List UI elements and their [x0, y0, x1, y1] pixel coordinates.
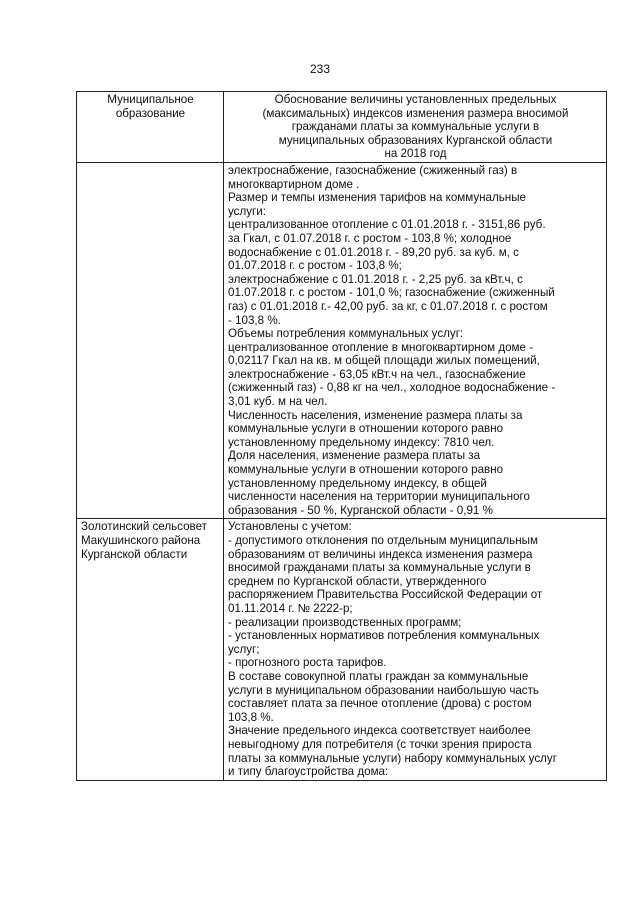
- header-justification-text: Обоснование величины установленных предельных (максимальных) индексов изменения размера вносимой гражданами платы за коммунальные услуги в муниципальных образованиях Курганской области на 2018 год: [262, 93, 569, 161]
- row2-paragraph: Значение предельного индекса соответствует наиболее невыгодному для потребителя (с точки зрения прироста платы за коммунальные услуги) набору коммунальных услуг и типу благоустройства дома:: [228, 724, 557, 779]
- table-row: [77, 519, 607, 780]
- header-municipality: [77, 92, 224, 163]
- row1-justification-cell: [224, 162, 607, 518]
- row1-paragraph: Объемы потребления коммунальных услуг: централизованное отопление в многоквартирном доме - 0,02117 Гкал на кв. м общей площади жилых помещений, электроснабжение - 63,05 кВт.ч на чел., газоснабжение (сжиженный газ) - 0,88 кг на чел., холодное водоснабжение - 3,01 куб. м на чел.: [228, 327, 556, 409]
- row2-municipality-cell: [77, 519, 224, 780]
- row2-paragraph: Установлены с учетом:: [228, 520, 352, 534]
- row1-municipality-cell: [77, 162, 224, 518]
- row1-paragraph: электроснабжение с 01.01.2018 г. - 2,25 руб. за кВт.ч, с 01.07.2018 г. с ростом - 101,0 %; газоснабжение (сжиженный газ) с 01.01.2018 г.- 42,00 руб. за кг, с 01.07.2018 г. с ростом - 103,8 %.: [228, 272, 555, 327]
- row2-justification-cell: [224, 519, 607, 780]
- row2-paragraph: - допустимого отклонения по отдельным муниципальным образованиям от величины индекса изменения размера вносимой гражданами платы за коммунальные услуги в среднем по Курганской области, утвержденного распоряжением Правительства Российской Федерации от 01.11.2014 г. № 2222-р;: [228, 534, 543, 615]
- table-row: [77, 162, 607, 518]
- page-number: 233: [309, 62, 331, 76]
- row1-paragraph: Доля населения, изменение размера платы за коммунальные услуги в отношении которого равно установленному предельному индексу, в общей численности населения на территории муниципального образования - 50 %, Курганской области - 0,91 %: [228, 449, 530, 517]
- row2-paragraph: В составе совокупной платы граждан за коммунальные услуги в муниципальном образовании наибольшую часть составляет плата за печное отопление (дрова) с ростом 103,8 %.: [228, 669, 539, 724]
- row2-paragraph: - реализации производственных программ;: [228, 615, 462, 629]
- row1-paragraph: электроснабжение, газоснабжение (сжиженный газ) в многоквартирном доме .: [228, 163, 518, 191]
- row2-municipality-text: Золотинский сельсовет Макушинского района Курганской области: [81, 520, 207, 561]
- row2-paragraph: - установленных нормативов потребления коммунальных услуг;: [228, 629, 540, 656]
- row1-paragraph: Размер и темпы изменения тарифов на коммунальные услуги:: [228, 191, 526, 218]
- header-municipality-text: Муниципальное образование: [107, 93, 194, 120]
- tariff-justification-table: [76, 91, 607, 781]
- row2-paragraph: - прогнозного роста тарифов.: [228, 656, 387, 670]
- table-header-row: [77, 92, 607, 163]
- header-justification: [224, 92, 607, 163]
- row1-paragraph: Численность населения, изменение размера платы за коммунальные услуги в отношении которого равно установленному предельному индексу: 7810 чел.: [228, 408, 523, 449]
- row1-paragraph: централизованное отопление с 01.01.2018 г. - 3151,86 руб. за Гкал, с 01.07.2018 г. с ростом - 103,8 %; холодное водоснабжение с 01.01.2018 г. - 89,20 руб. за куб. м, с 01.07.2018 г. с ростом - 103,8 %;: [228, 218, 546, 273]
